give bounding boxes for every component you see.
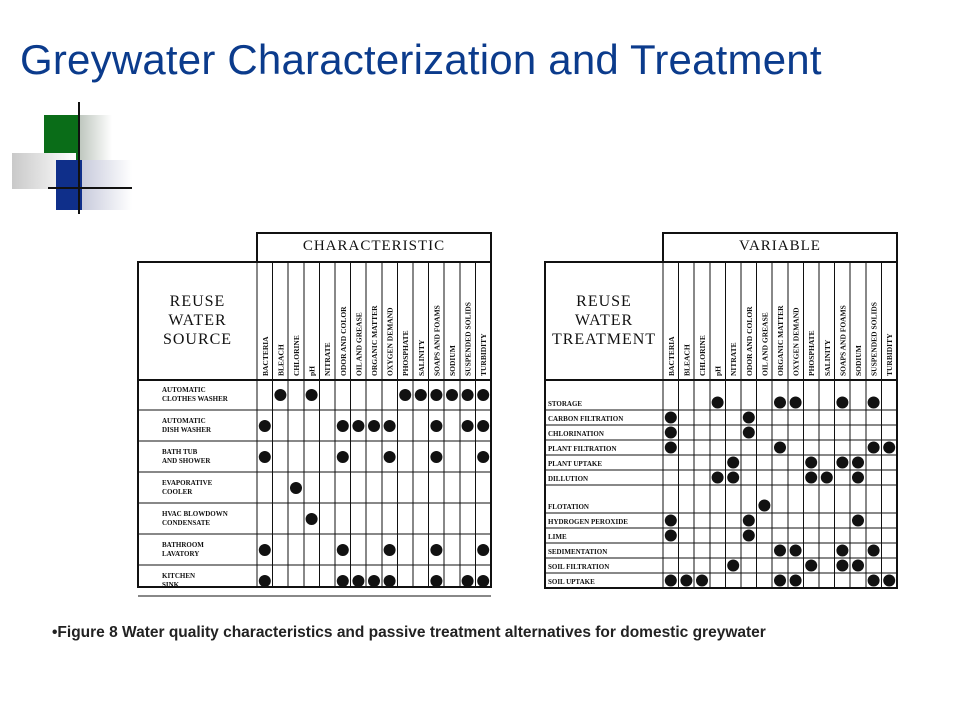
marker-dot	[805, 560, 817, 572]
column-label: SOAPS AND FOAMS	[838, 305, 848, 376]
marker-dot	[462, 575, 474, 587]
row-label: CHLORINATION	[548, 430, 604, 438]
figure-caption: •Figure 8 Water quality characteristics and passive treatment alternatives for domestic greywater	[52, 624, 766, 641]
marker-dot	[430, 451, 442, 463]
corner-label-line: REUSE	[169, 293, 226, 310]
column-label: SUSPENDED SOLIDS	[463, 302, 473, 376]
marker-dot	[337, 451, 349, 463]
marker-dot	[337, 575, 349, 587]
column-label: TURBIDITY	[885, 333, 895, 376]
marker-dot	[852, 515, 864, 527]
marker-dot	[352, 575, 364, 587]
marker-dot	[274, 389, 286, 401]
row-label: DISH WASHER	[162, 426, 212, 434]
row-label: BATHROOM	[162, 541, 204, 549]
marker-dot	[337, 544, 349, 556]
column-label: CHLORINE	[698, 335, 707, 376]
marker-dot	[868, 442, 880, 454]
column-label: SODIUM	[448, 345, 457, 376]
marker-dot	[712, 472, 724, 484]
marker-dot	[462, 389, 474, 401]
marker-dot	[415, 389, 427, 401]
column-label: PHOSPHATE	[807, 330, 817, 376]
marker-dot	[680, 575, 692, 587]
marker-dot	[665, 515, 677, 527]
marker-dot	[790, 575, 802, 587]
row-label: HVAC BLOWDOWN	[162, 510, 228, 518]
marker-dot	[384, 544, 396, 556]
marker-dot	[430, 575, 442, 587]
marker-dot	[790, 545, 802, 557]
characteristic-table	[138, 233, 491, 596]
marker-dot	[462, 420, 474, 432]
row-label: AUTOMATIC	[162, 417, 206, 425]
corner-label-line: WATER	[574, 312, 634, 329]
column-label: SUSPENDED SOLIDS	[869, 302, 879, 376]
marker-dot	[477, 544, 489, 556]
column-label: pH	[713, 365, 723, 376]
marker-dot	[774, 397, 786, 409]
column-label: OXYGEN DEMAND	[385, 307, 395, 376]
marker-dot	[384, 575, 396, 587]
row-label: SINK	[162, 581, 180, 589]
marker-dot	[852, 457, 864, 469]
row-label: CONDENSATE	[162, 519, 211, 527]
row-label: CLOTHES WASHER	[162, 395, 228, 403]
marker-dot	[306, 513, 318, 525]
marker-dot	[384, 420, 396, 432]
marker-dot	[477, 420, 489, 432]
column-label: OXYGEN DEMAND	[791, 307, 801, 376]
marker-dot	[852, 560, 864, 572]
column-label: pH	[307, 365, 317, 376]
marker-dot	[477, 389, 489, 401]
column-label: BLEACH	[682, 344, 692, 376]
marker-dot	[852, 472, 864, 484]
marker-dot	[727, 472, 739, 484]
marker-dot	[774, 575, 786, 587]
marker-dot	[883, 442, 895, 454]
marker-dot	[259, 544, 271, 556]
marker-dot	[712, 397, 724, 409]
row-label: SEDIMENTATION	[548, 548, 608, 556]
corner-label-line: TREATMENT	[551, 331, 657, 348]
marker-dot	[836, 457, 848, 469]
marker-dot	[836, 560, 848, 572]
marker-dot	[743, 530, 755, 542]
marker-dot	[836, 545, 848, 557]
column-label: SALINITY	[822, 339, 832, 376]
marker-dot	[306, 389, 318, 401]
marker-dot	[836, 397, 848, 409]
row-label: SOIL FILTRATION	[548, 563, 610, 571]
marker-dot	[883, 575, 895, 587]
row-label: LAVATORY	[162, 550, 200, 558]
column-label: NITRATE	[323, 342, 333, 376]
marker-dot	[352, 420, 364, 432]
marker-dot	[430, 389, 442, 401]
slide-title: Greywater Characterization and Treatment	[20, 36, 822, 83]
marker-dot	[665, 442, 677, 454]
column-label: SALINITY	[416, 339, 426, 376]
row-label: PLANT UPTAKE	[548, 460, 602, 468]
marker-dot	[743, 412, 755, 424]
column-label: BACTERIA	[260, 336, 270, 376]
row-label: DILLUTION	[548, 475, 589, 483]
row-label: CARBON FILTRATION	[548, 415, 624, 423]
marker-dot	[368, 575, 380, 587]
marker-dot	[259, 575, 271, 587]
row-label: KITCHEN	[162, 572, 196, 580]
treatment-table	[545, 233, 897, 588]
marker-dot	[868, 545, 880, 557]
table-header: CHARACTERISTIC	[302, 238, 446, 254]
row-label: AUTOMATIC	[162, 386, 206, 394]
column-label: TURBIDITY	[479, 333, 489, 376]
marker-dot	[477, 451, 489, 463]
column-label: OIL AND GREASE	[354, 312, 364, 376]
marker-dot	[774, 545, 786, 557]
marker-dot	[665, 412, 677, 424]
corner-label-line: SOURCE	[162, 331, 233, 348]
marker-dot	[368, 420, 380, 432]
column-label: OIL AND GREASE	[760, 312, 770, 376]
marker-dot	[758, 500, 770, 512]
marker-dot	[430, 420, 442, 432]
marker-dot	[477, 575, 489, 587]
column-label: ODOR AND COLOR	[744, 306, 754, 376]
column-label: BLEACH	[276, 344, 286, 376]
marker-dot	[259, 420, 271, 432]
column-label: ORGANIC MATTER	[776, 305, 785, 376]
marker-dot	[743, 427, 755, 439]
marker-dot	[290, 482, 302, 494]
column-label: SODIUM	[854, 345, 863, 376]
marker-dot	[805, 472, 817, 484]
marker-dot	[727, 457, 739, 469]
marker-dot	[868, 397, 880, 409]
marker-dot	[696, 575, 708, 587]
marker-dot	[665, 575, 677, 587]
column-label: ODOR AND COLOR	[338, 306, 348, 376]
marker-dot	[821, 472, 833, 484]
marker-dot	[384, 451, 396, 463]
marker-dot	[790, 397, 802, 409]
row-label: HYDROGEN PEROXIDE	[548, 518, 628, 526]
marker-dot	[446, 389, 458, 401]
column-label: ORGANIC MATTER	[370, 305, 379, 376]
row-label: STORAGE	[548, 400, 583, 408]
marker-dot	[259, 451, 271, 463]
row-label: BATH TUB	[162, 448, 198, 456]
column-label: SOAPS AND FOAMS	[432, 305, 442, 376]
marker-dot	[665, 530, 677, 542]
marker-dot	[665, 427, 677, 439]
column-label: CHLORINE	[292, 335, 301, 376]
marker-dot	[774, 442, 786, 454]
marker-dot	[743, 515, 755, 527]
row-label: FLOTATION	[548, 503, 589, 511]
table-header: VARIABLE	[739, 238, 821, 254]
row-label: AND SHOWER	[162, 457, 211, 465]
marker-dot	[430, 544, 442, 556]
marker-dot	[727, 560, 739, 572]
column-label: PHOSPHATE	[401, 330, 411, 376]
corner-label-line: WATER	[168, 312, 227, 329]
row-label: LIME	[548, 533, 567, 541]
row-label: PLANT FILTRATION	[548, 445, 617, 453]
column-label: NITRATE	[729, 342, 739, 376]
corner-label-line: REUSE	[576, 293, 632, 310]
marker-dot	[337, 420, 349, 432]
row-label: SOIL UPTAKE	[548, 578, 595, 586]
marker-dot	[868, 575, 880, 587]
row-label: COOLER	[162, 488, 193, 496]
column-label: BACTERIA	[666, 336, 676, 376]
row-label: EVAPORATIVE	[162, 479, 213, 487]
marker-dot	[399, 389, 411, 401]
marker-dot	[805, 457, 817, 469]
